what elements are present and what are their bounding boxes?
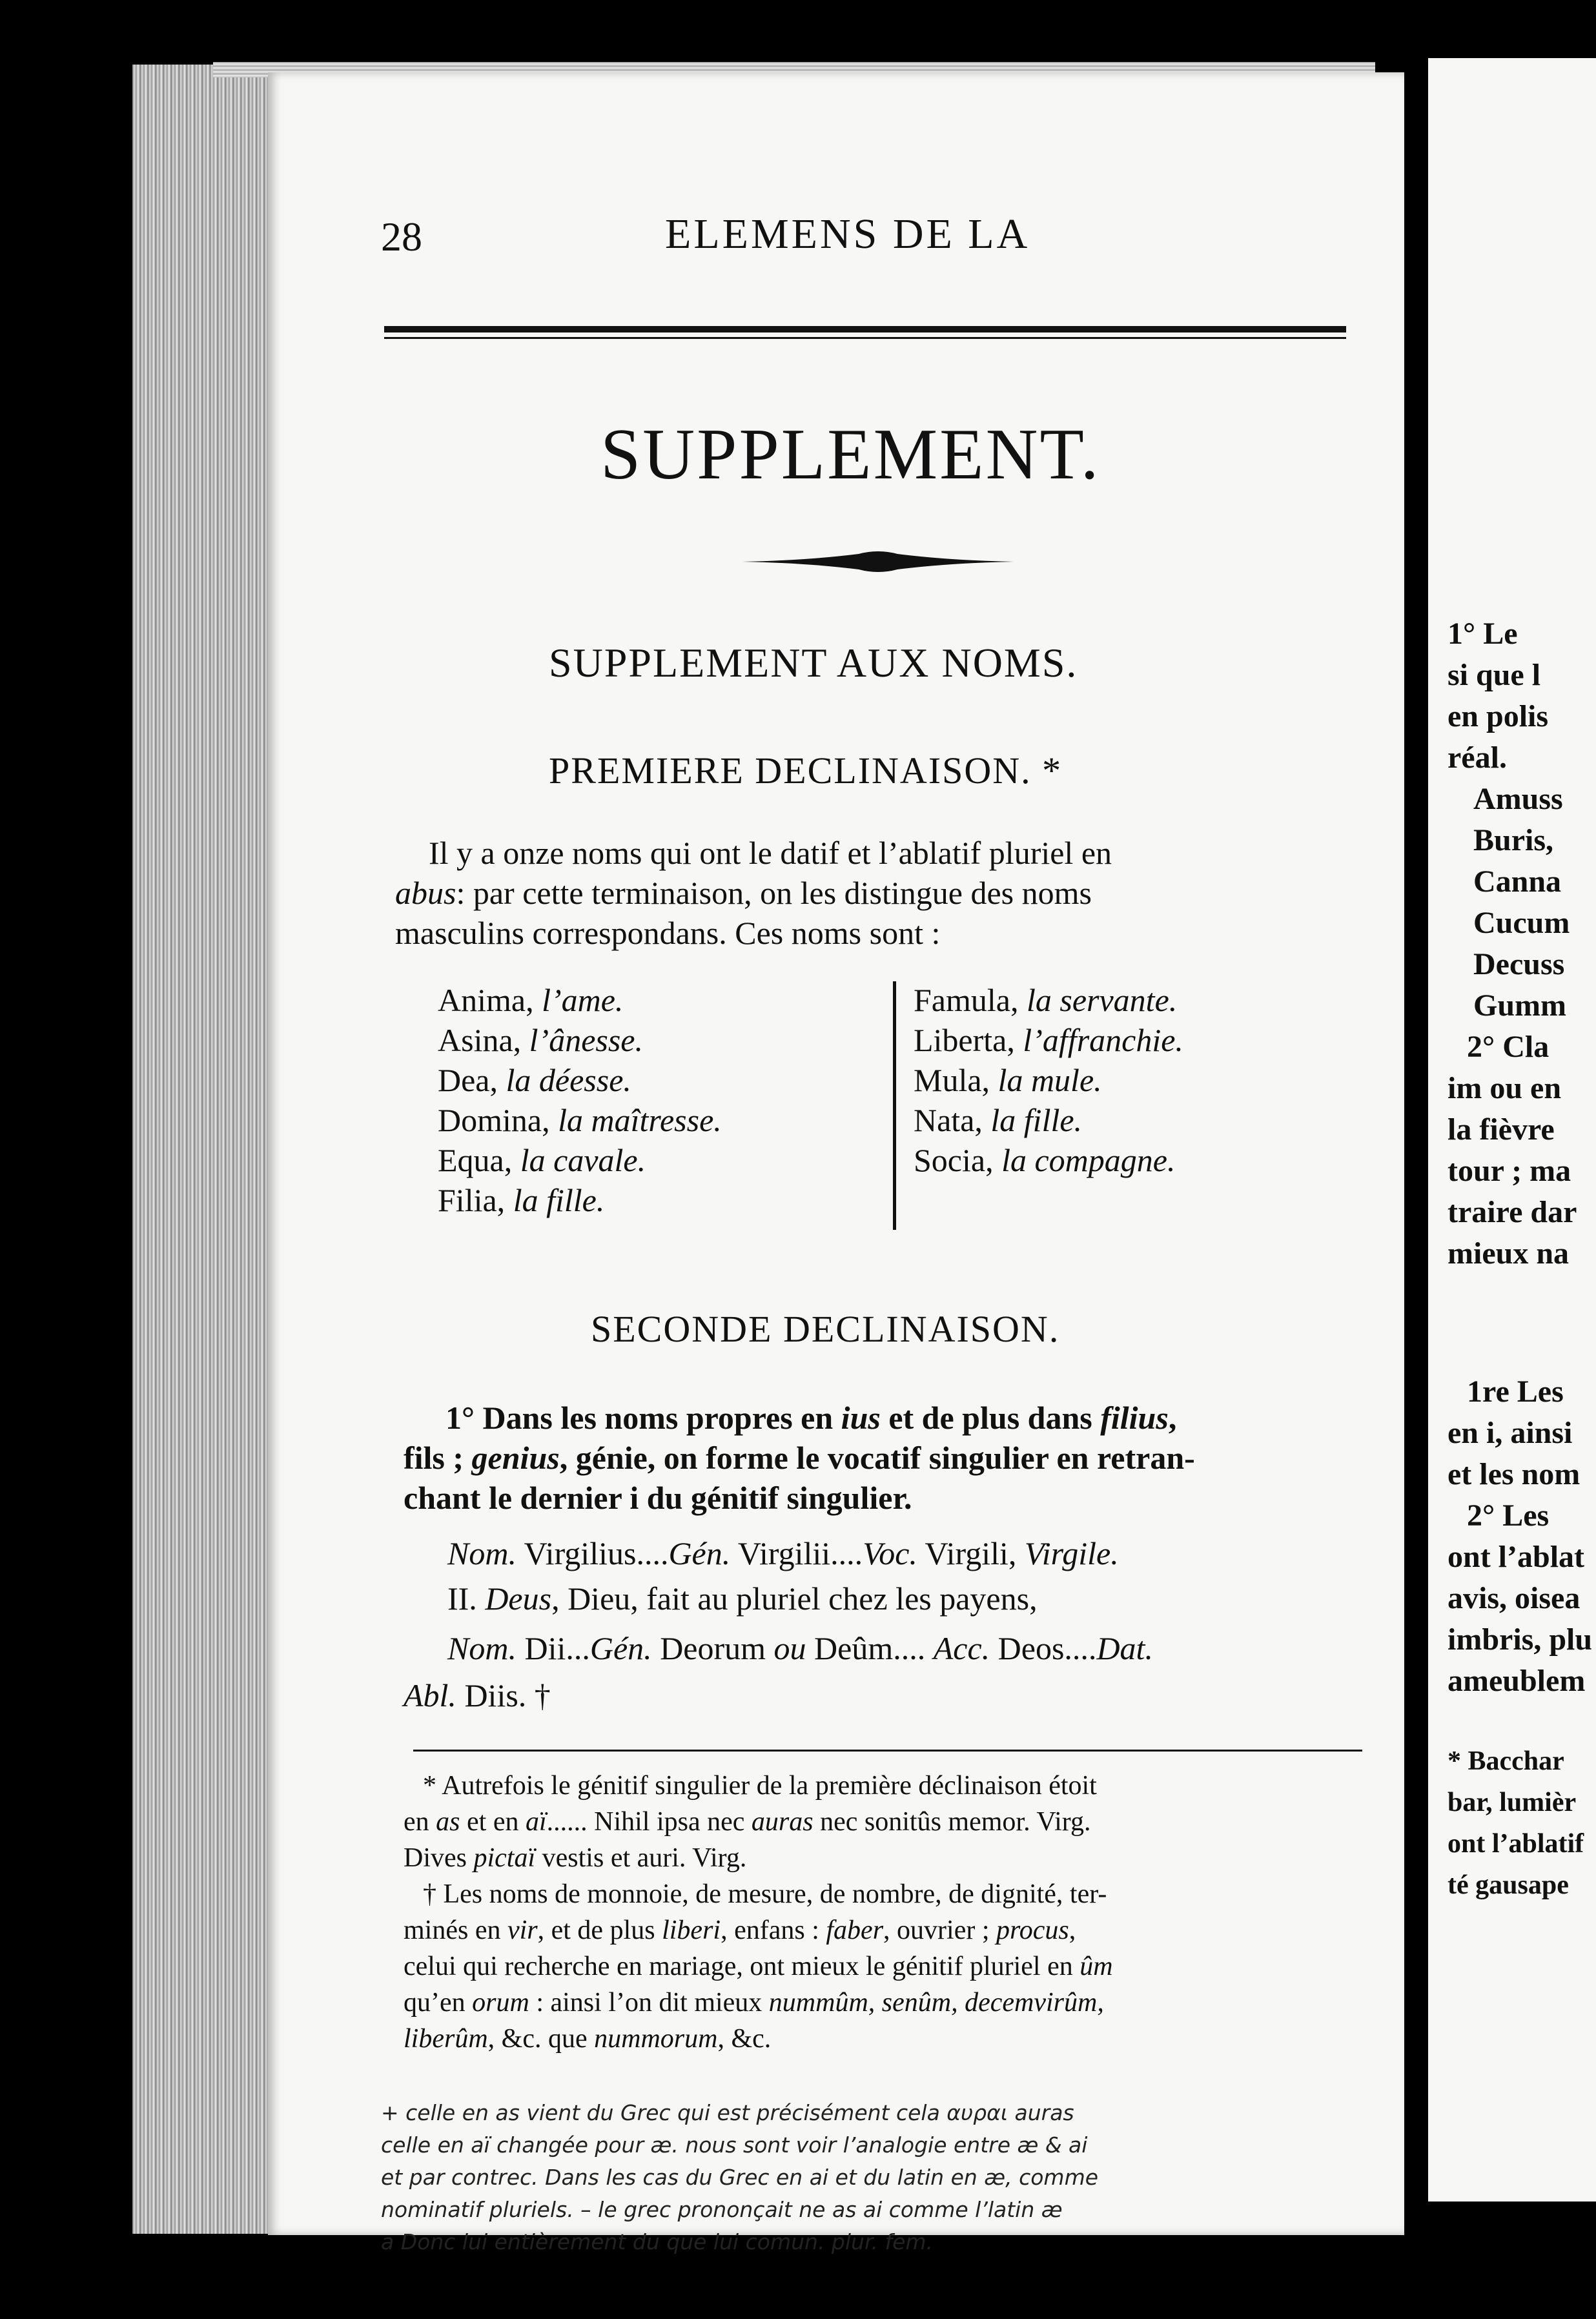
header-rule-thin xyxy=(384,337,1346,339)
footnote-2-line-1: † Les noms de monnoie, de mesure, de nombre, de dignité, ter- xyxy=(423,1879,1107,1909)
list-column-divider xyxy=(893,981,896,1230)
header-rule-thick xyxy=(384,326,1346,332)
intro-abus: abus xyxy=(395,875,456,911)
footnote-1-line-1: * Autrefois le génitif singulier de la première déclinaison étoit xyxy=(423,1771,1097,1801)
footnote-2-line-2: minés en vir, et de plus liberi, enfans : faber, ouvrier ; procus, xyxy=(404,1915,1076,1945)
left-noun-list xyxy=(438,980,722,1220)
intro-line-3: masculins correspondans. Ces noms sont : xyxy=(395,915,941,951)
list-item: Socia, la compagne. xyxy=(914,1142,1176,1178)
footnote-2-line-5: liberûm, &c. que nummorum, &c. xyxy=(404,2024,772,2054)
list-item: Asina, l’ânesse. xyxy=(438,1022,643,1058)
book-page-edges xyxy=(132,65,287,2234)
list-item: Liberta, l’affranchie. xyxy=(914,1022,1183,1058)
list-item: Famula, la servante. xyxy=(914,982,1178,1018)
deus-example-abl: Abl. Diis. † xyxy=(404,1677,551,1713)
virgilius-example: Nom. Virgilius....Gén. Virgilii....Voc. Virgili, Virgile. xyxy=(447,1535,1119,1571)
page-title: SUPPLEMENT. xyxy=(600,414,1101,495)
intro-line-2: : par cette terminaison, on les distingue des noms xyxy=(456,875,1092,911)
right-noun-list xyxy=(914,980,1183,1180)
list-item: Anima, l’ame. xyxy=(438,982,624,1018)
section-heading: SUPPLEMENT AUX NOMS. xyxy=(549,640,1078,686)
list-item: Nata, la fille. xyxy=(914,1102,1083,1138)
facing-page-fragment xyxy=(1428,58,1596,2202)
second-declension-heading: SECONDE DECLINAISON. xyxy=(591,1308,1060,1350)
footnote-1-line-3: Dives pictaï vestis et auri. Virg. xyxy=(404,1843,747,1873)
first-declension-heading: PREMIERE DECLINAISON. * xyxy=(549,750,1063,792)
first-declension-intro xyxy=(395,833,1364,953)
handwritten-annotation: + celle en as vient du Grec qui est précisément cela αυραι auras celle en aï changée pour æ. nous sont voir l’analogie entre æ & ai et par contrec. Dans les cas du Grec en ai et du latin en æ, comme nominatif pluriels. – le grec prononçait ne as ai comme l’latin æ a Donc lui entièrement du que lui comun. plur. fem. xyxy=(381,2100,1099,2254)
footnote-rule xyxy=(413,1750,1362,1752)
deus-example: Nom. Dii...Gén. Deorum ou Deûm.... Acc. Deos....Dat. xyxy=(447,1630,1153,1666)
facing-page-text: 1° Le si que l en polis réal. Amuss Buris, Canna Cucum Decuss Gumm 2° Cla im ou en la fièvre tour ; ma traire dar mieux na 1re Les en i, ainsi et les nom 2° Les ont l’ablat avis, oisea imbris, plu ameublem * Bacchar bar, lumièr ont l’ablatif té gausape xyxy=(1448,617,1593,1900)
running-head: ELEMENS DE LA xyxy=(665,210,1030,258)
deus-rule: II. Deus, Dieu, fait au pluriel chez les payens, xyxy=(447,1580,1038,1617)
list-item: Domina, la maîtresse. xyxy=(438,1102,722,1138)
second-declension-rule: 1° Dans les noms propres en ius et de plus dans filius, fils ; genius, génie, on forme le vocatif singulier en retran- chant le dernier i du génitif singulier. xyxy=(404,1400,1195,1516)
ornament-divider xyxy=(742,549,1014,575)
footnote-2-line-3: celui qui recherche en mariage, ont mieux le génitif pluriel en ûm xyxy=(404,1952,1113,1981)
intro-line-1: Il y a onze noms qui ont le datif et l’ablatif pluriel en xyxy=(429,835,1112,871)
footnote-1-line-2: en as et en aï...... Nihil ipsa nec auras nec sonitûs memor. Virg. xyxy=(404,1807,1091,1837)
list-item: Dea, la déesse. xyxy=(438,1062,631,1098)
list-item: Mula, la mule. xyxy=(914,1062,1102,1098)
footnote-2-line-4: qu’en orum : ainsi l’on dit mieux nummûm, senûm, decemvirûm, xyxy=(404,1988,1104,2018)
list-item: Equa, la cavale. xyxy=(438,1142,646,1178)
list-item: Filia, la fille. xyxy=(438,1182,605,1218)
footnotes xyxy=(404,1768,1372,2057)
page-number: 28 xyxy=(381,214,422,260)
